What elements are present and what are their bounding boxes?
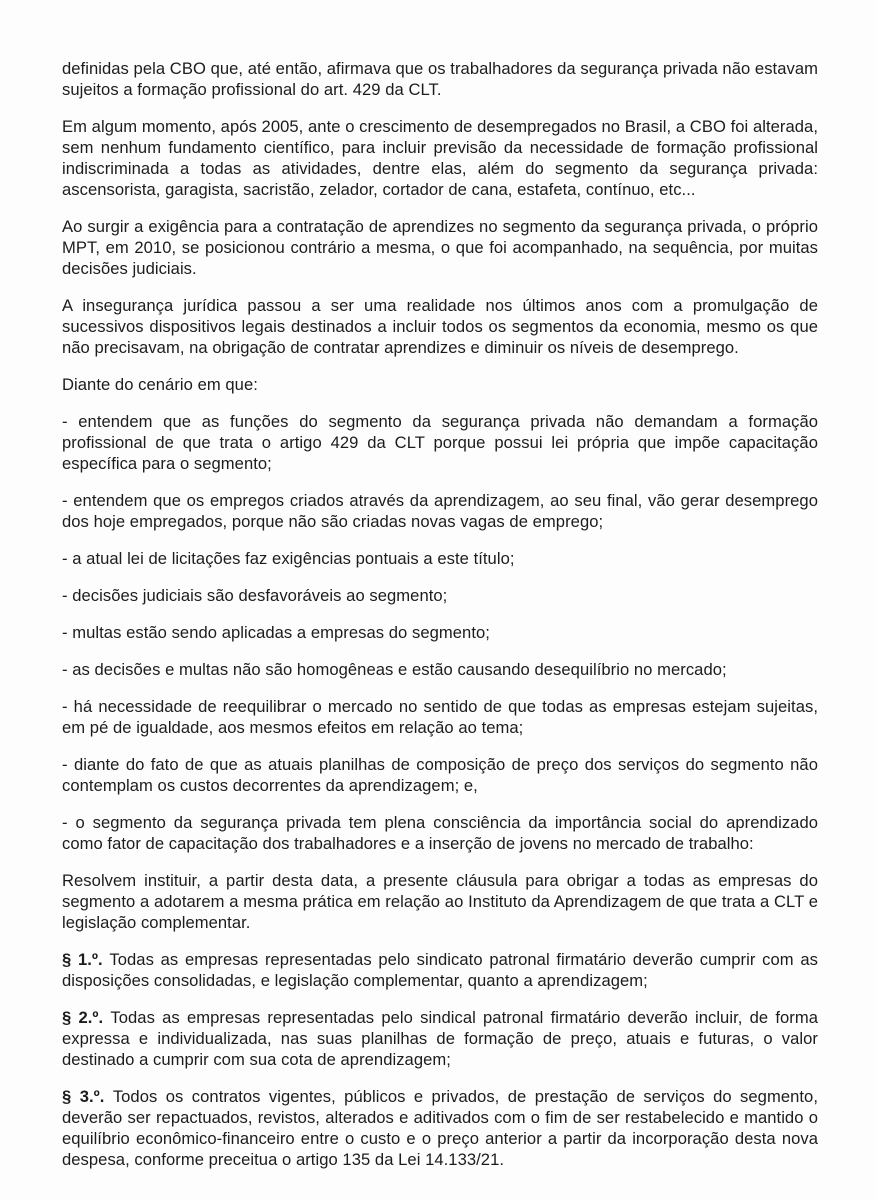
bullet-paragraph — [62, 622, 818, 643]
paragraph-text: Ao surgir a exigência para a contratação de aprendizes no segmento da segurança privada, o próprio MPT, em 2010, se posicionou contrário a mesma, o que foi acompanhado, na sequência, por muitas decisões judiciais. — [62, 217, 818, 278]
clause-paragraph — [62, 1086, 818, 1170]
paragraph — [62, 295, 818, 358]
paragraph-text: - a atual lei de licitações faz exigências pontuais a este título; — [62, 549, 515, 568]
paragraph-text: Em algum momento, após 2005, ante o crescimento de desempregados no Brasil, a CBO foi alterada, sem nenhum fundamento científico, para incluir previsão da necessidade de formação profissional indiscriminada a todas as atividades, dentre elas, além do segmento da segurança privada: ascensorista, garagista, sacristão, zelador, cortador de cana, estafeta, contínuo, etc... — [62, 117, 818, 199]
clause-paragraph — [62, 949, 818, 991]
paragraph-text: - o segmento da segurança privada tem plena consciência da importância social do aprendizado como fator de capacitação dos trabalhadores e a inserção de jovens no mercado de trabalho: — [62, 813, 818, 853]
paragraph-text: Todas as empresas representadas pelo sindical patronal firmatário deverão incluir, de forma expressa e individualizada, nas suas planilhas de formação de preço, atuais e futuras, o valor destinado a cumprir com sua cota de aprendizagem; — [62, 1008, 819, 1069]
paragraph-text: Diante do cenário em que: — [62, 375, 258, 394]
paragraph — [62, 58, 818, 100]
bullet-paragraph — [62, 812, 818, 854]
paragraph — [62, 216, 818, 279]
bullet-paragraph — [62, 659, 818, 680]
paragraph-text: - diante do fato de que as atuais planilhas de composição de preço dos serviços do segmento não contemplam os custos decorrentes da aprendizagem; e, — [62, 755, 818, 795]
clause-marker: § 2.º. — [62, 1008, 111, 1027]
paragraph-text: Todos os contratos vigentes, públicos e privados, de prestação de serviços do segmento, deverão ser repactuados, revistos, alterados e aditivados com o fim de ser restabelecido e mantido o equilíbrio econômico-financeiro entre o custo e o preço anterior a partir da incorporação desta nova despesa, conforme preceitua o artigo 135 da Lei 14.133/21. — [62, 1087, 818, 1169]
bullet-paragraph — [62, 411, 818, 474]
clause-marker: § 3.º. — [62, 1087, 113, 1106]
clause-marker: § 1.º. — [62, 950, 110, 969]
paragraph-text: - entendem que as funções do segmento da segurança privada não demandam a formação profissional de que trata o artigo 429 da CLT porque possui lei própria que impõe capacitação específica para o segmento; — [62, 412, 818, 473]
paragraph — [62, 374, 818, 395]
paragraph — [62, 116, 818, 200]
clause-paragraph — [62, 1007, 818, 1070]
bullet-paragraph — [62, 696, 818, 738]
paragraph-text: - decisões judiciais são desfavoráveis ao segmento; — [62, 586, 448, 605]
paragraph — [62, 870, 818, 933]
paragraph-text: definidas pela CBO que, até então, afirmava que os trabalhadores da segurança privada não estavam sujeitos a formação profissional do art. 429 da CLT. — [62, 59, 818, 99]
paragraph-text: - há necessidade de reequilibrar o mercado no sentido de que todas as empresas estejam sujeitas, em pé de igualdade, aos mesmos efeitos em relação ao tema; — [62, 697, 818, 737]
paragraph-text: - entendem que os empregos criados através da aprendizagem, ao seu final, vão gerar desemprego dos hoje empregados, porque não são criadas novas vagas de emprego; — [62, 491, 818, 531]
paragraph-text: - as decisões e multas não são homogêneas e estão causando desequilíbrio no mercado; — [62, 660, 727, 679]
paragraph-text: Resolvem instituir, a partir desta data, a presente cláusula para obrigar a todas as empresas do segmento a adotarem a mesma prática em relação ao Instituto da Aprendizagem de que trata a CLT e legislação complementar. — [62, 871, 818, 932]
bullet-paragraph — [62, 490, 818, 532]
paragraph-text: - multas estão sendo aplicadas a empresas do segmento; — [62, 623, 490, 642]
bullet-paragraph — [62, 548, 818, 569]
bullet-paragraph — [62, 754, 818, 796]
paragraph-text: A insegurança jurídica passou a ser uma realidade nos últimos anos com a promulgação de sucessivos dispositivos legais destinados a incluir todos os segmentos da economia, mesmo os que não precisavam, na obrigação de contratar aprendizes e diminuir os níveis de desemprego. — [62, 296, 818, 357]
document-body — [62, 58, 818, 1170]
paragraph-text: Todas as empresas representadas pelo sindicato patronal firmatário deverão cumprir com as disposições consolidadas, e legislação complementar, quanto a aprendizagem; — [62, 950, 818, 990]
bullet-paragraph — [62, 585, 818, 606]
